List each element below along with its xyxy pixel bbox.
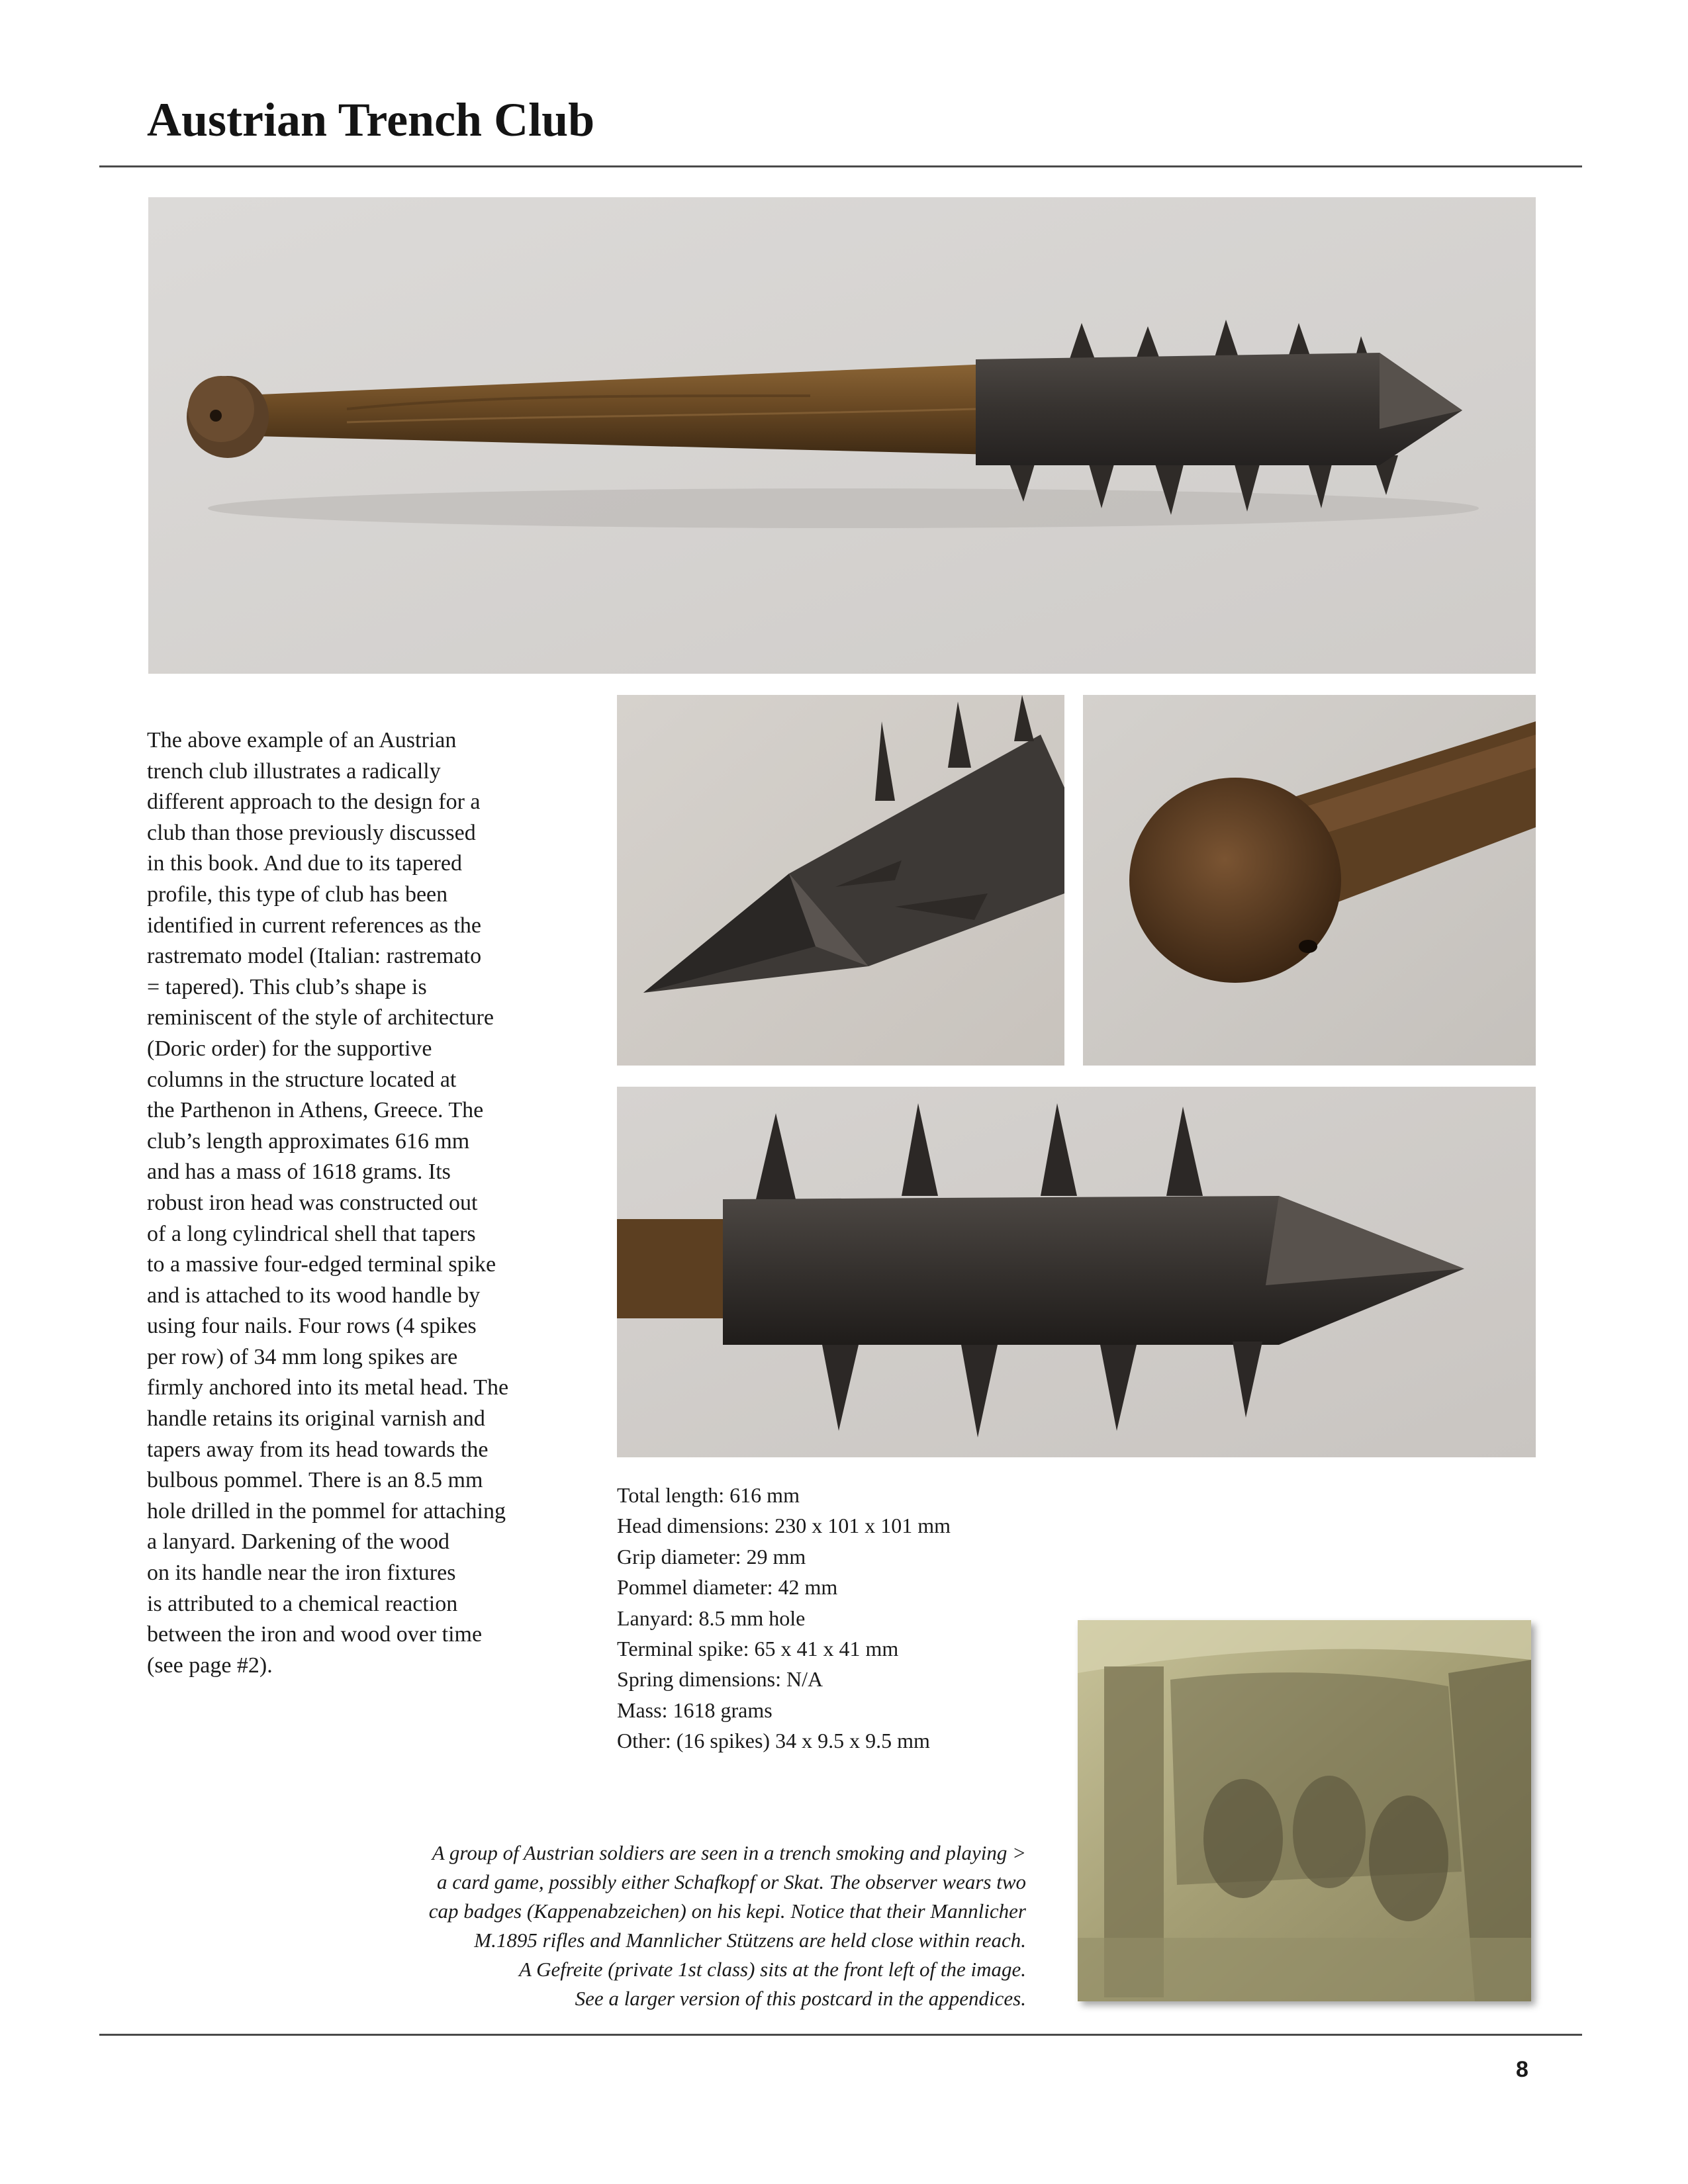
spec-grip-diameter: Grip diameter: 29 mm [617, 1544, 806, 1569]
page-title: Austrian Trench Club [147, 93, 595, 146]
description-paragraph: The above example of an Austrian trench club illustrates a radically different approach to the design for a club than those previously discussed in this book. And due to its tapered profile, this type of club has been identified in current references as the rastremato model (Italian: rastremato = tapered). This club’s shape is reminiscent of the style of architecture (Doric order) for the supportive columns in the structure located at the Parthenon in Athens, Greece. The club’s length approximates 616 mm and has a mass of 1618 grams. Its robust iron head was constructed out of a long cylindrical shell that tapers to a massive four-edged terminal spike and is attached to its wood handle by using four nails. Four rows (4 spikes per row) of 34 mm long spikes are firmly anchored into its metal head. The handle retains its original varnish and tapers away from its head towards the bulbous pommel. There is an 8.5 mm hole drilled in the pommel for attaching a lanyard. Darkening of the wood on its handle near the iron fixtures is attributed to a chemical reaction between the iron and wood over time (see page #2). [147, 728, 509, 1678]
spec-head-dimensions: Head dimensions: 230 x 101 x 101 mm [617, 1514, 951, 1538]
header-divider [99, 165, 1582, 167]
iron-head-photo [617, 1087, 1536, 1457]
trench-postcard-photo [1078, 1620, 1531, 2001]
spec-spring-dimensions: Spring dimensions: N/A [617, 1667, 823, 1692]
specifications-list [617, 1480, 1054, 1756]
spec-pommel-diameter: Pommel diameter: 42 mm [617, 1575, 838, 1600]
postcard-caption: A group of Austrian soldiers are seen in a trench smoking and playing > a card game, possibly either Schafkopf or Skat. The observer wears two cap badges (Kappenabzeichen) on his kepi. Notice that their Mannlicher M.1895 rifles and Mannlicher Stützens are held close within reach. A Gefreite (private 1st class) sits at the front left of the image. See a larger version of this postcard in the appendices. [428, 1841, 1026, 2010]
spec-other: Other: (16 spikes) 34 x 9.5 x 9.5 mm [617, 1729, 930, 1753]
spec-lanyard: Lanyard: 8.5 mm hole [617, 1606, 806, 1630]
footer-divider [99, 2034, 1582, 2036]
club-full-photo [148, 197, 1536, 674]
spec-terminal-spike: Terminal spike: 65 x 41 x 41 mm [617, 1637, 899, 1661]
spec-mass: Mass: 1618 grams [617, 1698, 773, 1722]
terminal-spike-photo [617, 695, 1064, 1066]
spec-total-length: Total length: 616 mm [617, 1483, 800, 1507]
pommel-photo [1083, 695, 1536, 1066]
page-number: 8 [1516, 2057, 1528, 2082]
